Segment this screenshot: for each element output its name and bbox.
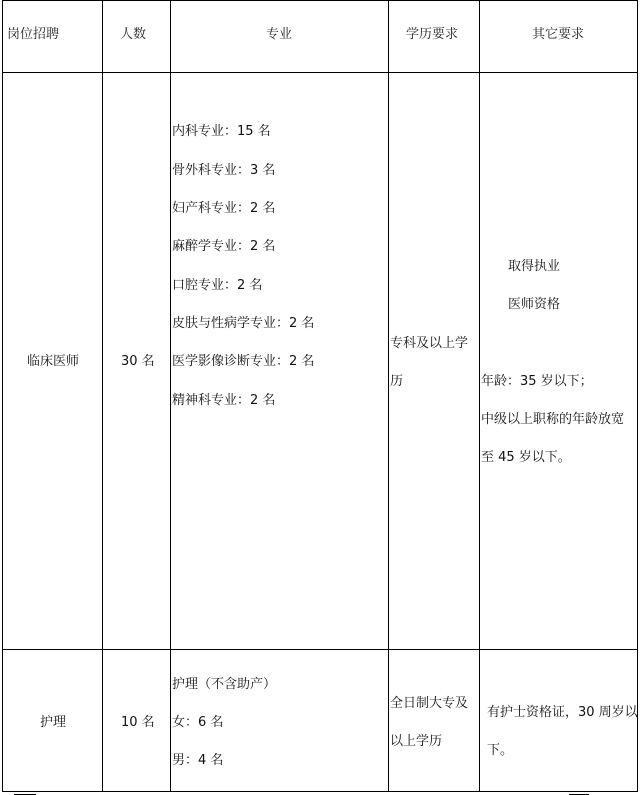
row1-education-line-1: 专科及以上学 [390,336,469,351]
column-divider [479,1,480,791]
header-position: 岗位招聘 [7,27,60,42]
row2-other-line-1: 有护士资格证，30 周岁以 [487,705,638,720]
row1-position: 临床医师 [27,354,80,369]
row1-other-line-3: 年龄：35 岁以下； [481,374,593,389]
row1-education-line-2: 历 [390,374,404,389]
row1-major-7: 医学影像诊断专业：2 名 [172,354,315,369]
header-major: 专业 [266,27,293,42]
row2-major-3: 男：4 名 [172,753,224,768]
row2-education-line-1: 全日制大专及 [390,696,469,711]
row1-major-6: 皮肤与性病学专业：2 名 [172,316,315,331]
row1-major-5: 口腔专业：2 名 [172,278,263,293]
row1-other-line-4: 中级以上职称的年龄放宽 [481,412,625,427]
header-other: 其它要求 [532,27,585,42]
row2-count: 10 名 [121,715,155,730]
column-divider [388,1,389,791]
recruitment-table [2,0,638,792]
row1-major-4: 麻醉学专业：2 名 [172,239,276,254]
header-education: 学历要求 [406,27,459,42]
row2-education-line-2: 以上学历 [390,734,443,749]
header-count: 人数 [120,27,147,42]
row1-major-8: 精神科专业：2 名 [172,393,276,408]
row1-major-1: 内科专业：15 名 [172,124,271,139]
column-divider [170,1,171,791]
column-divider [102,1,103,791]
row1-count: 30 名 [121,354,155,369]
row2-other-line-2: 下。 [487,743,514,758]
row1-major-2: 骨外科专业：3 名 [172,163,276,178]
row2-major-1: 护理（不含助产） [172,677,277,692]
row1-other-line-1: 取得执业 [508,259,561,274]
row1-other-line-2: 医师资格 [508,297,561,312]
row-divider [3,72,637,73]
row2-position: 护理 [40,715,67,730]
row2-major-2: 女：6 名 [172,715,224,730]
row1-major-3: 妇产科专业：2 名 [172,201,276,216]
row-divider [3,649,637,650]
row1-other-line-5: 至 45 岁以下。 [481,450,571,465]
